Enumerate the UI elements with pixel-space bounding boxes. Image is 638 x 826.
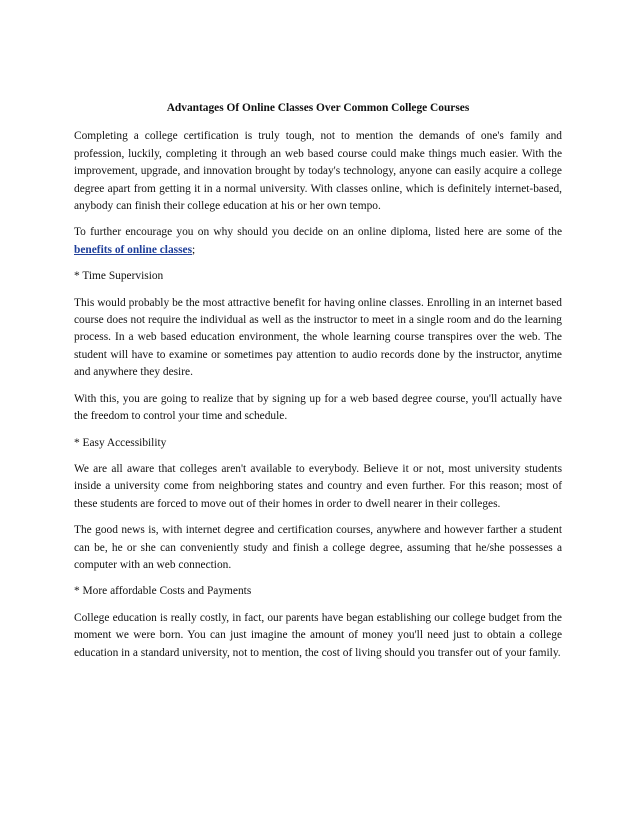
- encourage-paragraph: [74, 224, 562, 259]
- section-heading-easy-accessibility: * Easy Accessibility: [74, 436, 167, 449]
- section-heading-costs: * More affordable Costs and Payments: [74, 585, 252, 598]
- section-heading-time-supervision: * Time Supervision: [74, 270, 164, 283]
- encourage-text-end: ;: [192, 243, 196, 256]
- encourage-text: To further encourage you on why should you decide on an online diploma, listed here are some of the: [74, 226, 562, 239]
- intro-paragraph: Completing a college certification is truly tough, not to mention the demands of one's family and profession, luckily, completing it through an web based course could make things much easier. With the improvement, upgrade, and innovation brought by today's technology, anyone can easily acquire a college degree apart from getting it in a normal university. With classes online, which is definitely internet-based, anybody can finish their college education at his or her own tempo.: [74, 130, 562, 213]
- benefits-link[interactable]: benefits of online classes: [74, 243, 193, 256]
- accessibility-paragraph: We are all aware that colleges aren't available to everybody. Believe it or not, most university students inside a university come from neighboring states and country and even further. For this reason; most of these students are forced to move out of their homes in order to dwell nearer in their colleges.: [74, 462, 562, 510]
- time-supervision-paragraph: This would probably be the most attractive benefit for having online classes. Enrolling in an internet based course does not require the individual as well as the instructor to meet in a single room and do the learning process. In a web based education environment, the whole learning course transpires over the web. The student will have to examine or sometimes pay attention to audio records done by the instructor, anytime and anywhere they desire.: [74, 296, 562, 379]
- document-title: Advantages Of Online Classes Over Common College Courses: [166, 102, 470, 114]
- document-body: [74, 100, 562, 671]
- freedom-paragraph: With this, you are going to realize that by signing up for a web based degree course, you'll actually have the freedom to control your time and schedule.: [74, 392, 562, 423]
- costs-paragraph: College education is really costly, in fact, our parents have began establishing our college budget from the moment we were born. You can just imagine the amount of money you'll need just to obtain a college education in a standard university, not to mention, the cost of living should you transfer out of your family.: [74, 611, 562, 659]
- good-news-paragraph: The good news is, with internet degree and certification courses, anywhere and however farther a student can be, he or she can conveniently study and finish a college degree, assuming that he/she possesses a computer with an web connection.: [74, 524, 562, 571]
